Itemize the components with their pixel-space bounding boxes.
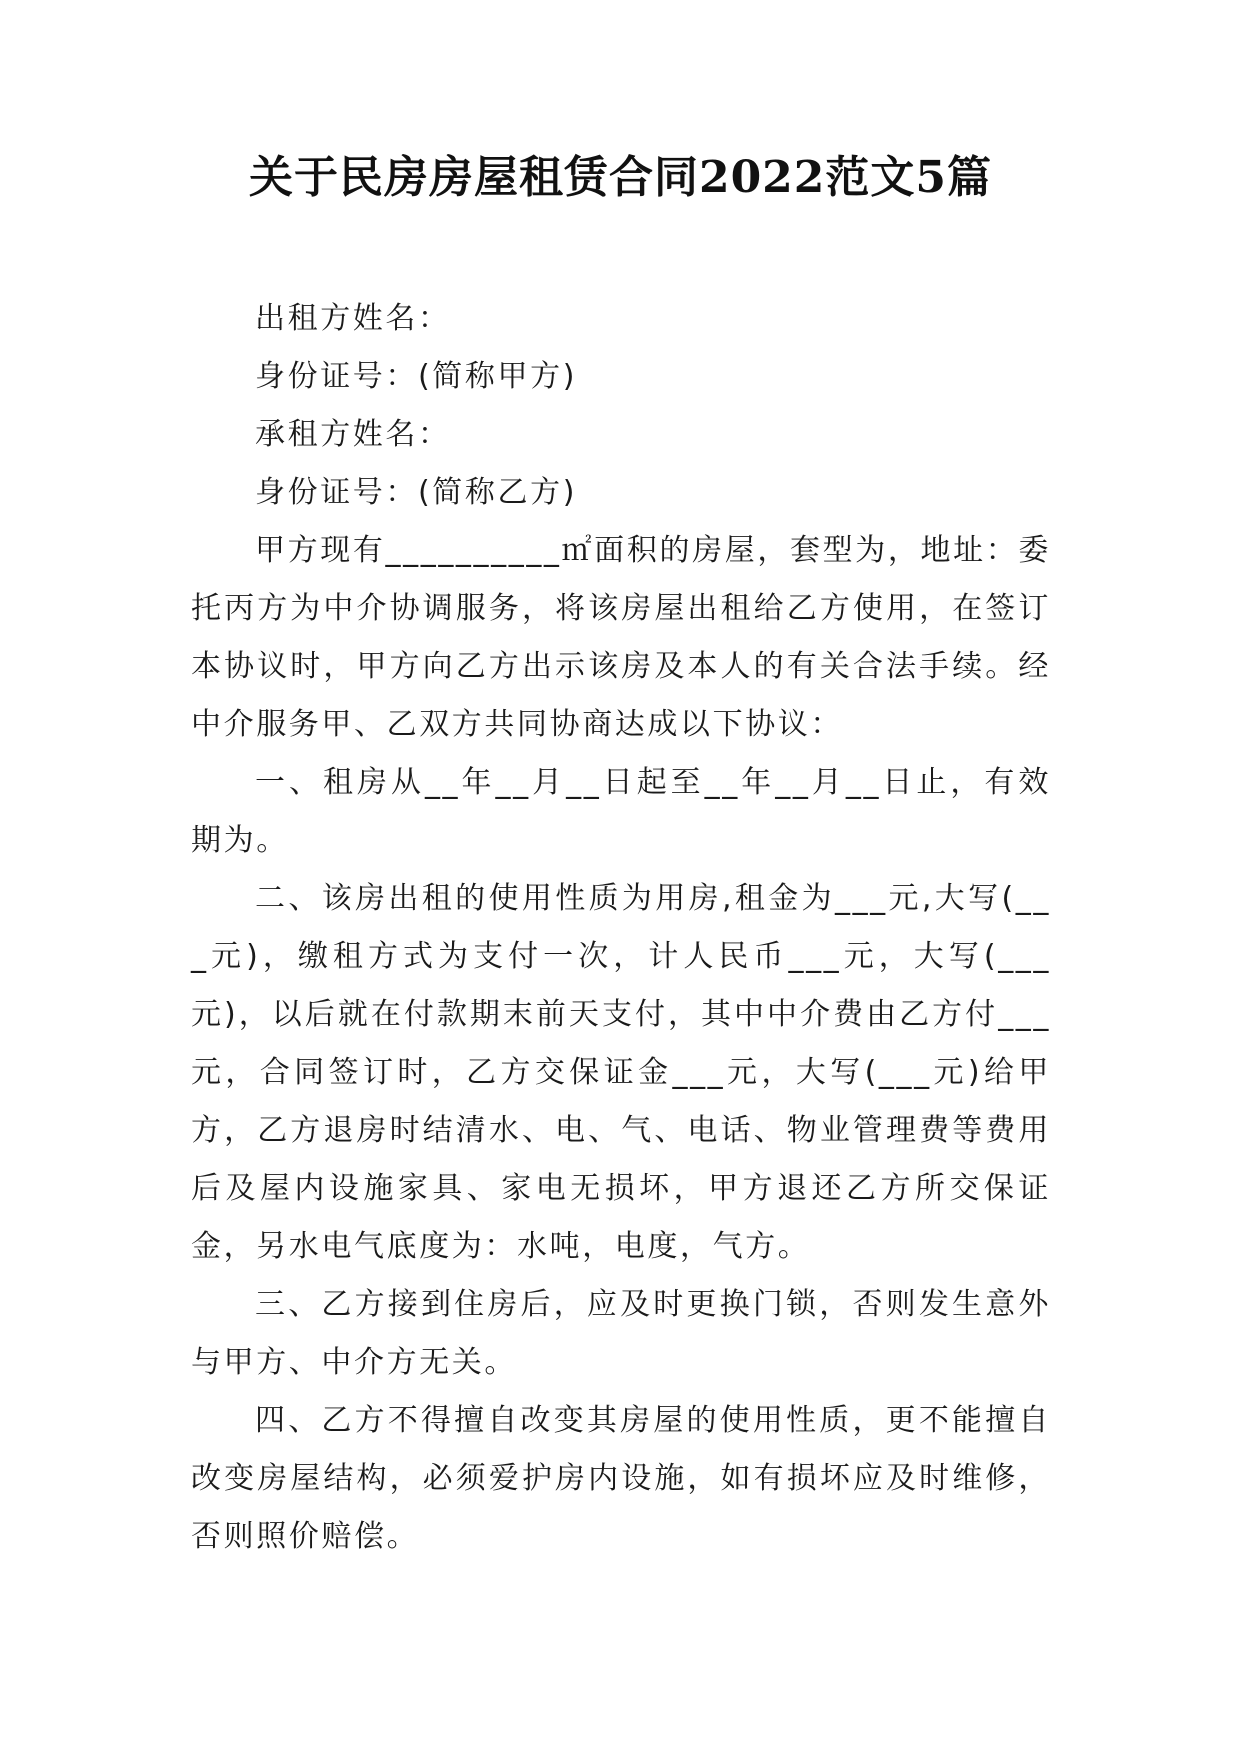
paragraph-lessor-id: 身份证号：(简称甲方)	[255, 359, 578, 394]
document-body	[191, 290, 1051, 1566]
paragraph-lessor-name: 出租方姓名：	[255, 301, 451, 336]
paragraph-clause-1: 一、租房从__年__月__日起至__年__月__日止，有效期为。	[191, 765, 1051, 858]
paragraph-clause-2: 二、该房出租的使用性质为用房,租金为___元,大写(___元)，缴租方式为支付一次，计人民币___元，大写(___元)，以后就在付款期末前天支付，其中中介费由乙方付___元，合同签订时，乙方交保证金___元，大写(___元)给甲方，乙方退房时结清水、电、气、电话、物业管理费等费用后及屋内设施家具、家电无损坏，甲方退还乙方所交保证金，另水电气底度为：水吨，电度，气方。	[191, 881, 1051, 1264]
document-title: 关于民房房屋租赁合同2022范文5篇	[248, 152, 993, 203]
paragraph-lessee-id: 身份证号：(简称乙方)	[255, 475, 578, 510]
paragraph-clause-3: 三、乙方接到住房后，应及时更换门锁，否则发生意外与甲方、中介方无关。	[191, 1287, 1051, 1380]
paragraph-lessee-name: 承租方姓名：	[255, 417, 451, 452]
paragraph-clause-4: 四、乙方不得擅自改变其房屋的使用性质，更不能擅自改变房屋结构，必须爱护房内设施，如有损坏应及时维修，否则照价赔偿。	[191, 1403, 1051, 1554]
paragraph-premises: 甲方现有__________㎡面积的房屋，套型为，地址：委托丙方为中介协调服务，将该房屋出租给乙方使用，在签订本协议时，甲方向乙方出示该房及本人的有关合法手续。经中介服务甲、乙双方共同协商达成以下协议：	[191, 533, 1051, 742]
